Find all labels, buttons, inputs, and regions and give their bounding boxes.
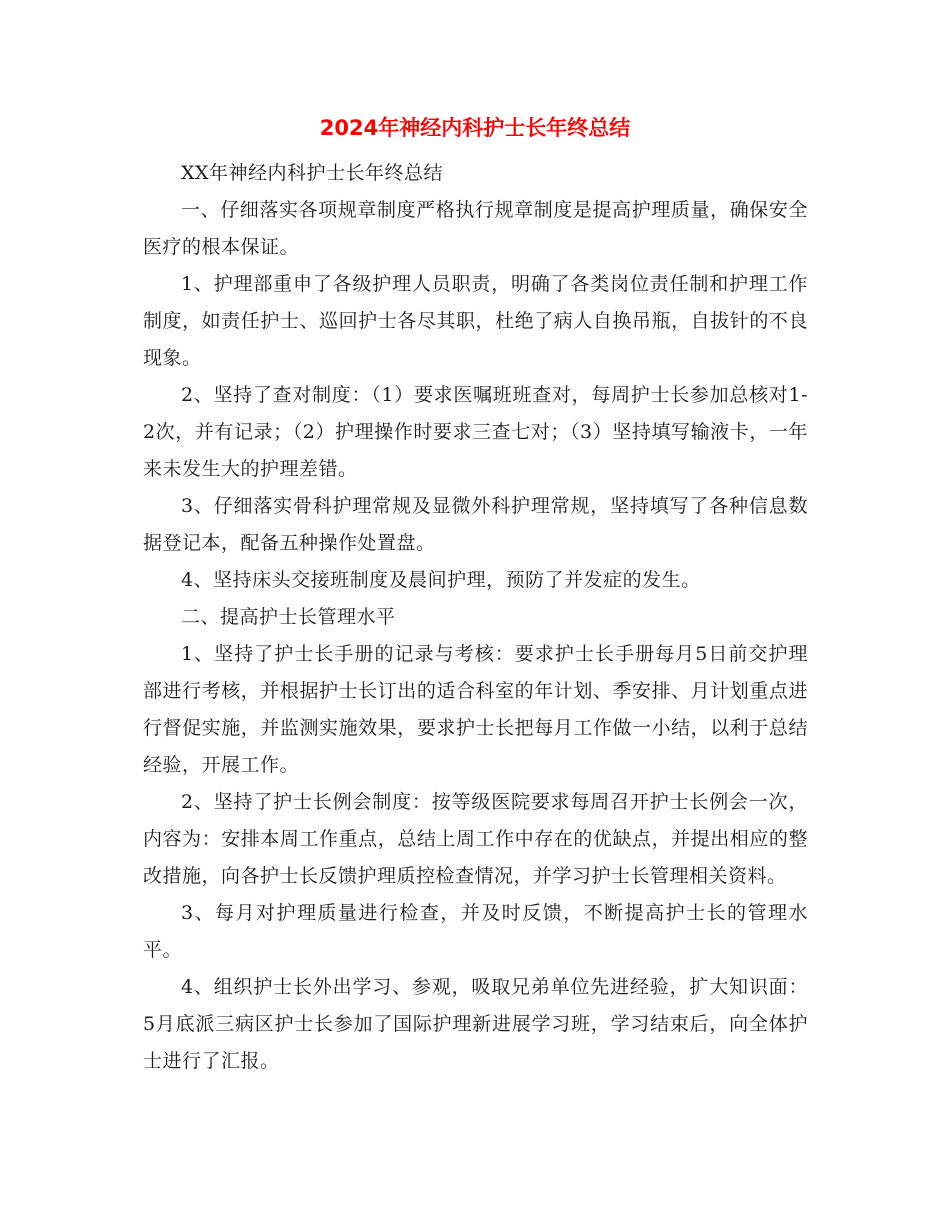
paragraph-item-1-3: 3、仔细落实骨科护理常规及显微外科护理常规，坚持填写了各种信息数据登记本，配备五种操作处置盘。 <box>143 495 808 554</box>
document-title: 2024年神经内科护士长年终总结 <box>319 116 631 140</box>
paragraph-item-2-4: 4、组织护士长外出学习、参观，吸取兄弟单位先进经验，扩大知识面：5月底派三病区护士长参加了国际护理新进展学习班，学习结束后，向全体护士进行了汇报。 <box>143 976 808 1072</box>
paragraph-subtitle: XX年神经内科护士长年终总结 <box>181 162 444 184</box>
paragraph-item-1-1: 1、护理部重申了各级护理人员职责，明确了各类岗位责任制和护理工作制度，如责任护士、巡回护士各尽其职，杜绝了病人自换吊瓶，自拔针的不良现象。 <box>143 273 808 369</box>
paragraph-item-2-3: 3、每月对护理质量进行检查，并及时反馈，不断提高护士长的管理水平。 <box>143 902 808 961</box>
document-body <box>143 155 808 1080</box>
paragraph-item-2-2: 2、坚持了护士长例会制度：按等级医院要求每周召开护士长例会一次，内容为：安排本周工作重点，总结上周工作中存在的优缺点，并提出相应的整改措施，向各护士长反馈护理质控检查情况，并学习护士长管理相关资料。 <box>143 791 808 887</box>
paragraph-item-1-4: 4、坚持床头交接班制度及晨间护理，预防了并发症的发生。 <box>181 569 701 591</box>
paragraph-item-2-1: 1、坚持了护士长手册的记录与考核：要求护士长手册每月5日前交护理部进行考核，并根据护士长订出的适合科室的年计划、季安排、月计划重点进行督促实施，并监测实施效果，要求护士长把每月工作做一小结，以利于总结经验，开展工作。 <box>143 643 808 776</box>
paragraph-item-1-2: 2、坚持了查对制度：（1）要求医嘱班班查对，每周护士长参加总核对1-2次，并有记录；（2）护理操作时要求三查七对；（3）坚持填写输液卡，一年来未发生大的护理差错。 <box>143 384 808 480</box>
paragraph-section-1-heading: 一、仔细落实各项规章制度严格执行规章制度是提高护理质量，确保安全医疗的根本保证。 <box>143 199 808 258</box>
paragraph-section-2-heading: 二、提高护士长管理水平 <box>181 606 396 628</box>
